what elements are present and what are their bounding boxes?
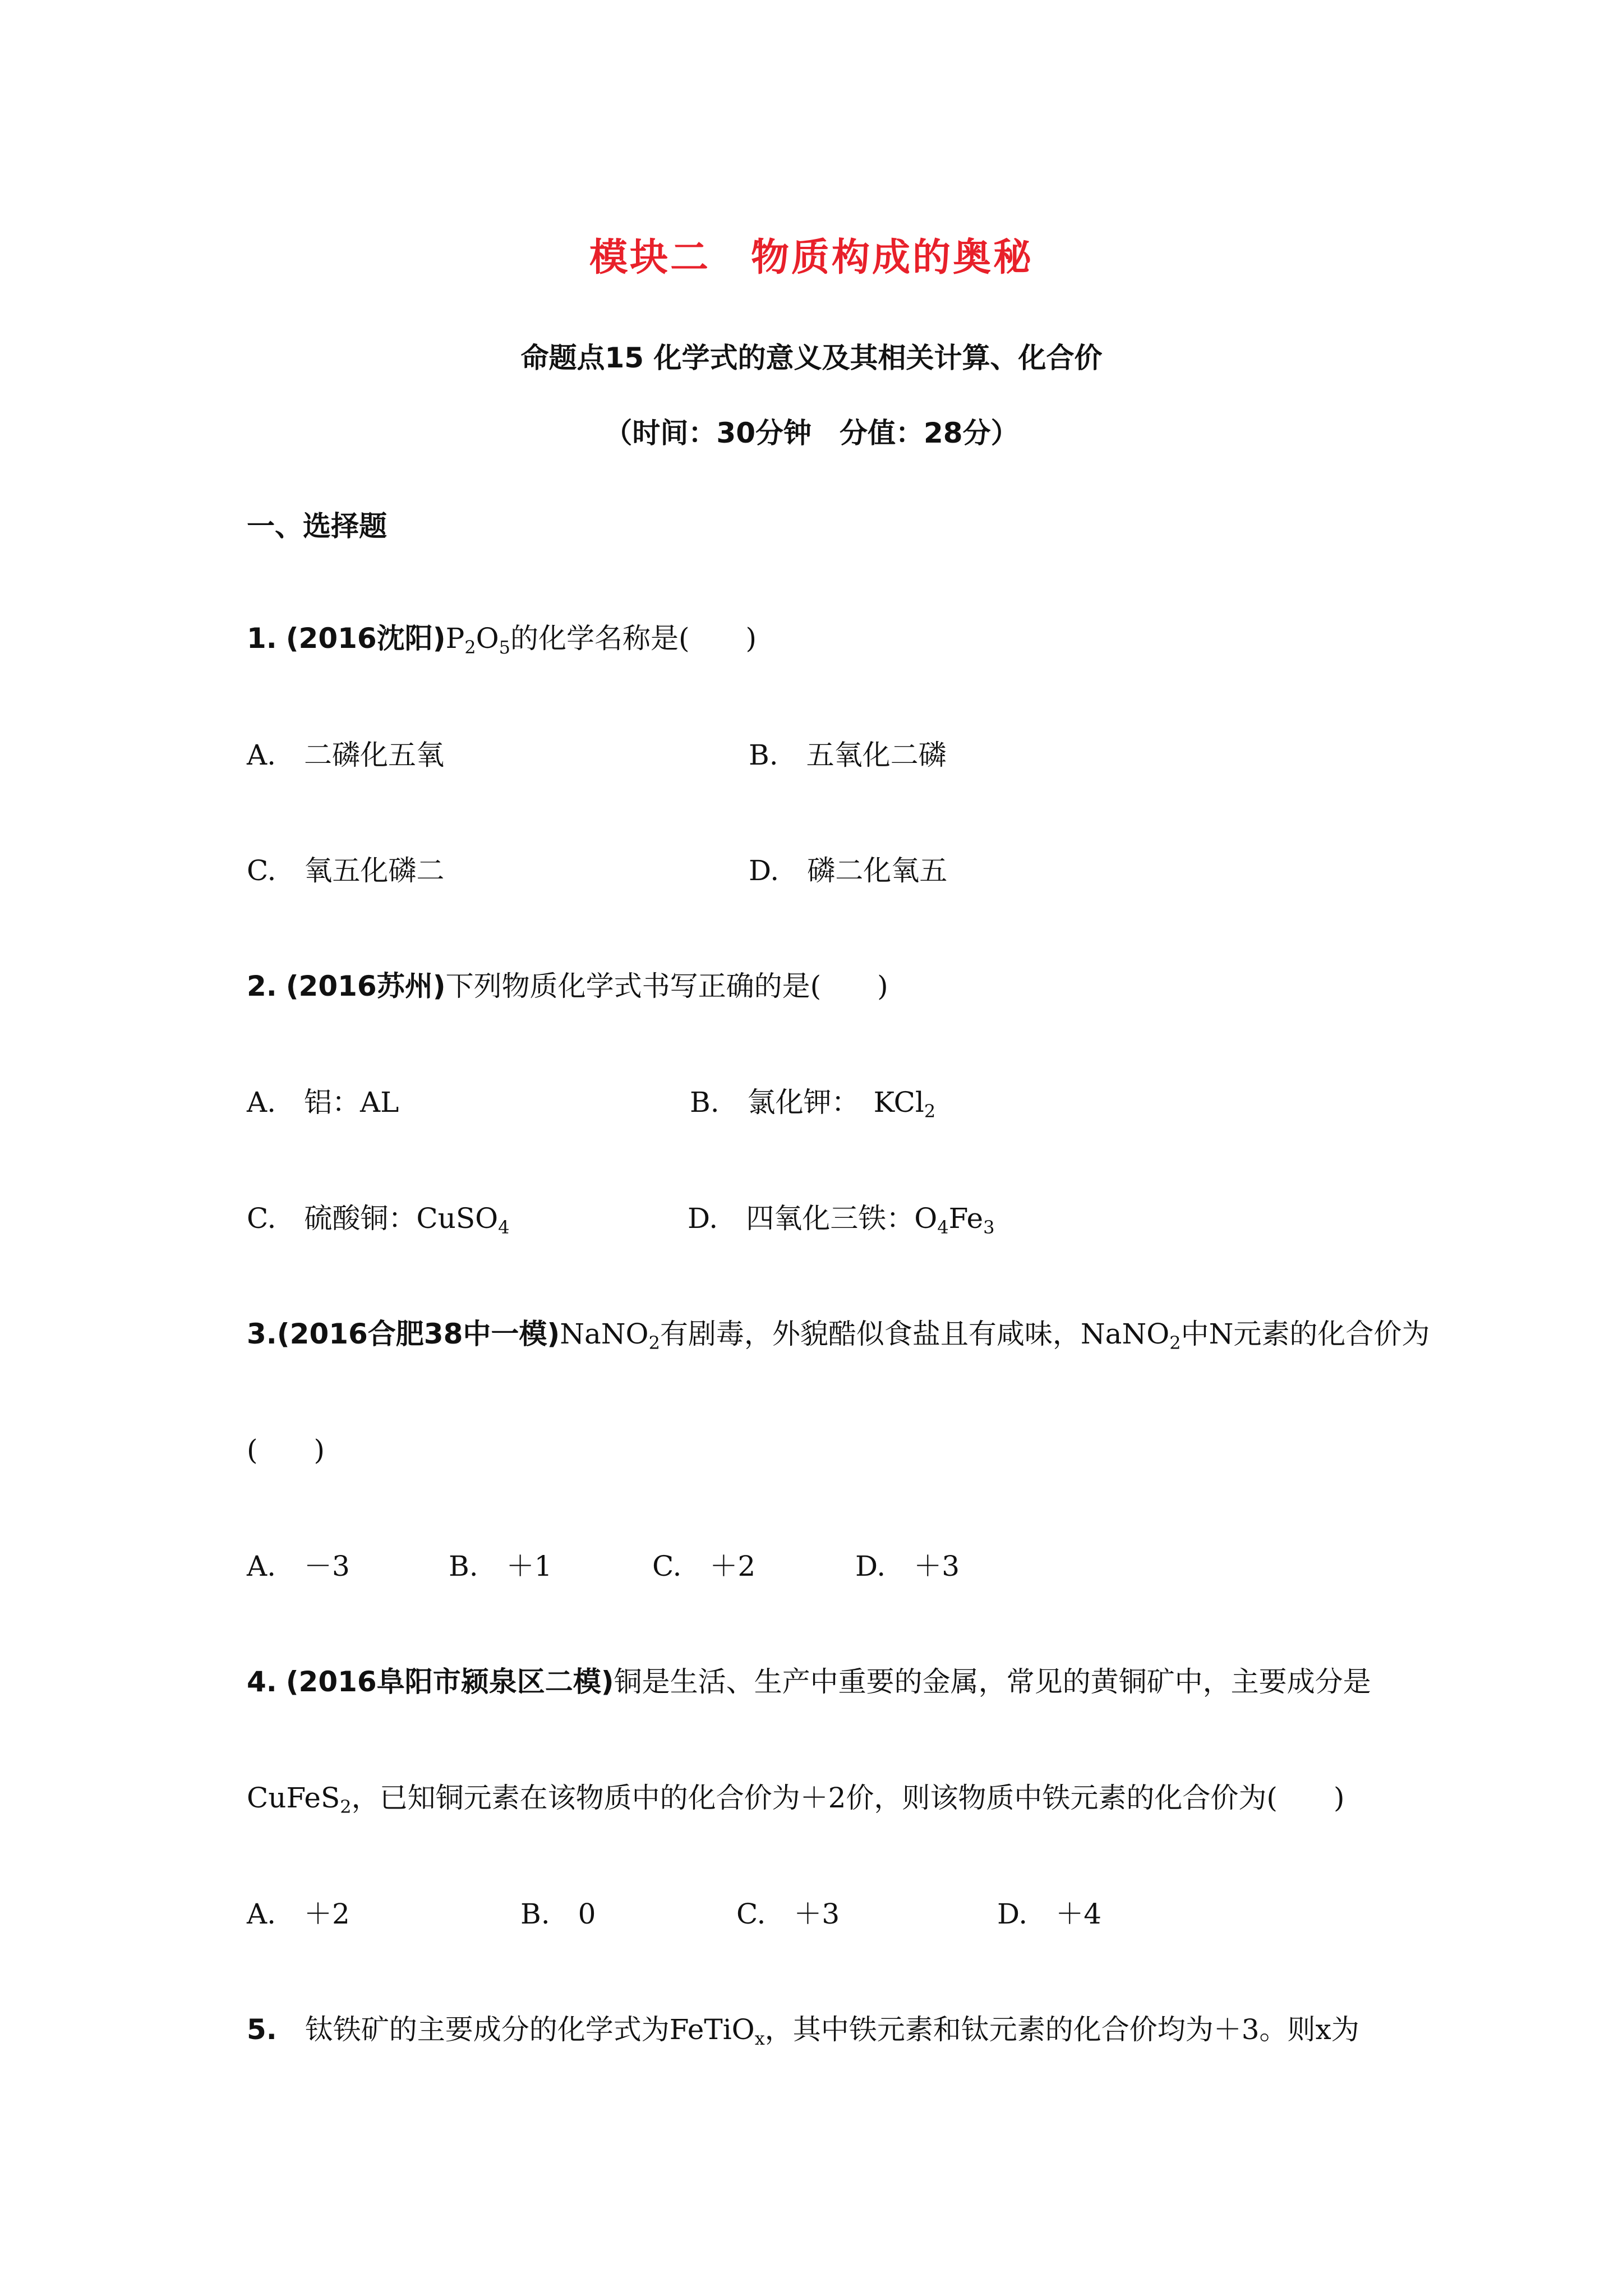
question-4: 4. (2016阜阳市颍泉区二模)铜是生活、生产中重要的金属，常见的黄铜矿中，主要成分是: [247, 1665, 1371, 1698]
option-c[interactable]: C. ＋2: [652, 1550, 756, 1582]
question-1: 1. (2016沈阳)$P_2O_5$的化学名称是( ): [247, 622, 757, 658]
option-c[interactable]: C. 氧五化磷二: [247, 854, 445, 887]
question-source: (2016合肥38中一模): [276, 1318, 560, 1350]
question-number: 2.: [247, 970, 277, 1002]
question-4-line-2: CuFeS$_2$，已知铜元素在该物质中的化合价为＋2价，则该物质中铁元素的化合价为( ): [247, 1782, 1345, 1818]
section-heading: 一、选择题: [247, 510, 387, 542]
option-d[interactable]: D. ＋3: [855, 1550, 960, 1582]
question-text: 下列物质化学式书写正确的是( ): [445, 970, 888, 1002]
option-a[interactable]: A. ＋2: [247, 1898, 350, 1930]
option-d[interactable]: D. 四氧化三铁：$O_4Fe_3$: [688, 1202, 995, 1238]
option-a[interactable]: A. 铝：AL: [247, 1086, 399, 1119]
option-b[interactable]: B. 氯化钾： KCl$_2$: [690, 1086, 936, 1122]
question-text: 的化学名称是( ): [510, 622, 757, 655]
time-and-score-info: （时间：30分钟 分值：28分）: [604, 417, 1019, 449]
formula-p: P: [445, 622, 465, 655]
option-b[interactable]: B. ＋1: [449, 1550, 552, 1582]
option-c[interactable]: C. 硫酸铜：CuSO$_4$: [247, 1202, 510, 1238]
option-d[interactable]: D. 磷二化氧五: [749, 854, 948, 887]
question-number: 4.: [247, 1665, 277, 1698]
option-b[interactable]: B. 五氧化二磷: [749, 739, 947, 771]
answer-blank: ( ): [247, 1434, 325, 1466]
topic-subtitle: 命题点15 化学式的意义及其相关计算、化合价: [520, 342, 1103, 374]
option-d[interactable]: D. ＋4: [997, 1898, 1102, 1930]
page-title: 模块二 物质构成的奥秘: [589, 235, 1034, 280]
question-number: 5.: [247, 2013, 277, 2046]
option-c[interactable]: C. ＋3: [736, 1898, 840, 1930]
option-b[interactable]: B. 0: [520, 1898, 596, 1930]
question-number: 3.: [247, 1318, 277, 1350]
option-a[interactable]: A. －3: [247, 1550, 350, 1582]
option-a[interactable]: A. 二磷化五氧: [247, 739, 445, 771]
question-2: [247, 964, 888, 1004]
question-number: 1.: [247, 622, 277, 655]
question-source: (2016阜阳市颍泉区二模): [285, 1665, 614, 1698]
question-source: (2016苏州): [285, 970, 446, 1002]
question-5: 5. 钛铁矿的主要成分的化学式为FeTiO$_x$，其中铁元素和钛元素的化合价均为＋3。则x为: [247, 2013, 1359, 2049]
question-source: (2016沈阳): [285, 622, 446, 655]
question-3: 3.(2016合肥38中一模)NaNO$_2$有剧毒，外貌酷似食盐且有咸味，NaNO$_2$中N元素的化合价为: [247, 1318, 1430, 1354]
